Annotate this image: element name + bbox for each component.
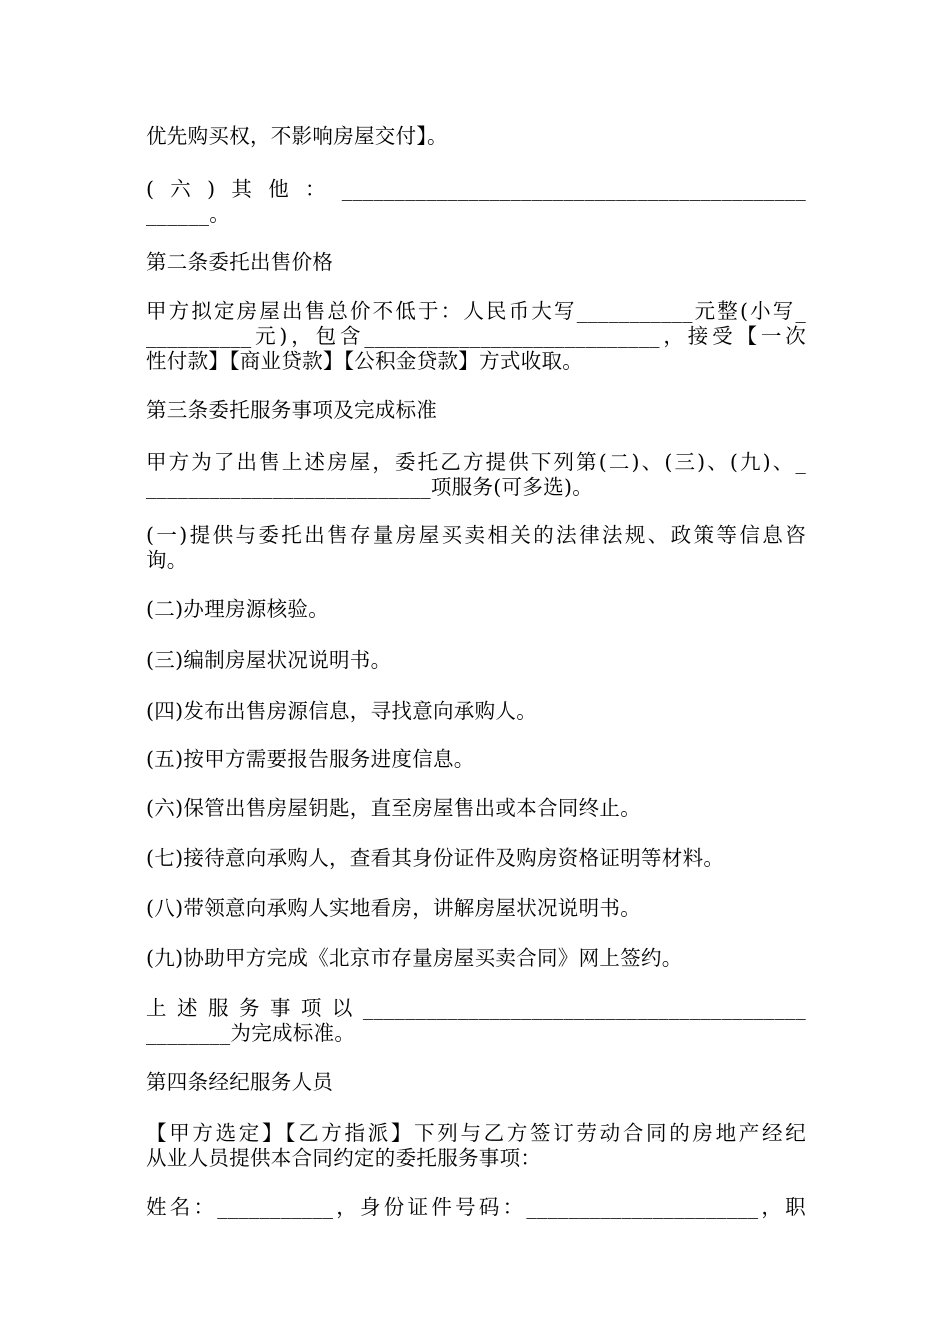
text-line: ______。 — [146, 202, 231, 226]
list-item: (九)协助甲方完成《北京市存量房屋买卖合同》网上签约。 — [146, 946, 683, 970]
list-item: (八)带领意向承购人实地看房，讲解房屋状况说明书。 — [146, 896, 641, 920]
text-line: 上述服务事项以__________________________________________ — [146, 996, 806, 1020]
text-line: (六)其他：____________________________________________ — [146, 177, 806, 201]
text-line: ___________________________项服务(可多选)。 — [146, 475, 594, 499]
text-line: 从业人员提供本合同约定的委托服务事项： — [146, 1146, 542, 1170]
text-line: ________为完成标准。 — [146, 1021, 356, 1045]
list-item: (四)发布出售房源信息，寻找意向承购人。 — [146, 699, 537, 723]
list-item: (七)接待意向承购人，查看其身份证件及购房资格证明等材料。 — [146, 846, 725, 870]
text-line: 询。 — [146, 548, 188, 572]
text-line: 甲方为了出售上述房屋，委托乙方提供下列第(二)、(三)、(九)、_ — [146, 450, 806, 474]
list-item: (六)保管出售房屋钥匙，直至房屋售出或本合同终止。 — [146, 796, 641, 820]
text-line: __________元)，包含____________________________，接受【一次 — [146, 324, 806, 348]
text-line: 性付款】【商业贷款】【公积金贷款】方式收取。 — [146, 349, 584, 373]
list-item: (五)按甲方需要报告服务进度信息。 — [146, 747, 475, 771]
section-heading: 第二条委托出售价格 — [146, 250, 334, 274]
list-item: (三)编制房屋状况说明书。 — [146, 648, 392, 672]
text-line: 甲方拟定房屋出售总价不低于：人民币大写___________元整(小写_ — [146, 299, 806, 323]
list-item: (二)办理房源核验。 — [146, 597, 329, 621]
list-item: (一)提供与委托出售存量房屋买卖相关的法律法规、政策等信息咨 — [146, 523, 806, 547]
text-line: 优先购买权，不影响房屋交付】。 — [146, 124, 448, 148]
section-heading: 第三条委托服务事项及完成标准 — [146, 398, 438, 422]
text-line: 姓名：___________，身份证件号码：______________________，职 — [146, 1195, 806, 1219]
text-line: 【甲方选定】【乙方指派】下列与乙方签订劳动合同的房地产经纪 — [146, 1121, 806, 1145]
section-heading: 第四条经纪服务人员 — [146, 1070, 334, 1094]
